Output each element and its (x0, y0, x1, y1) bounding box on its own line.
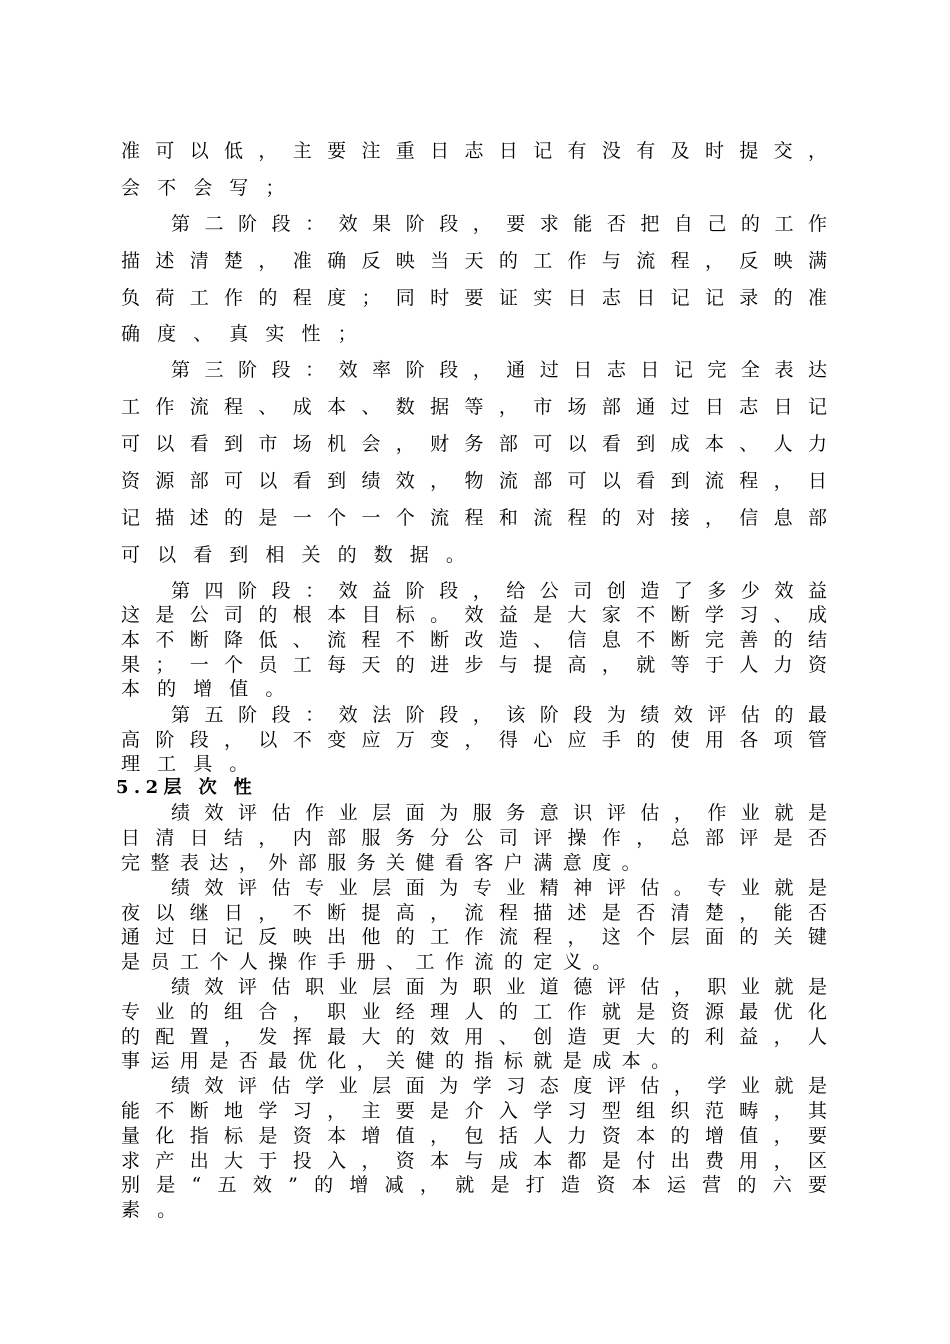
paragraph-line: 绩效评估专业层面为专业精神评估。专业就是 (171, 877, 827, 899)
paragraph-line: 描述清楚，准确反映当天的工作与流程，反映满 (121, 250, 827, 272)
paragraph-line: 的配置，发挥最大的效用、创造更大的利益，人 (121, 1026, 827, 1048)
paragraph-line: 绩效评估作业层面为服务意识评估，作业就是 (171, 802, 827, 824)
paragraph-line: 别是“五效”的增减，就是打造资本运营的六要 (121, 1174, 827, 1196)
paragraph-line: 果；一个员工每天的进步与提高，就等于人力资 (121, 654, 827, 676)
paragraph-line: 完整表达，外部服务关健看客户满意度。 (121, 852, 652, 874)
paragraph-line: 确度、真实性； (121, 323, 374, 345)
paragraph-line: 绩效评估职业层面为职业道德评估，职业就是 (171, 976, 827, 998)
paragraph-line: 事运用是否最优化，关健的指标就是成本。 (121, 1050, 681, 1072)
paragraph-line: 会不会写； (121, 177, 302, 199)
paragraph-line: 绩效评估学业层面为学习态度评估，学业就是 (171, 1075, 827, 1097)
paragraph-line: 高阶段，以不变应万变，得心应手的使用各项管 (121, 729, 827, 751)
paragraph-line: 求产出大于投入，资本与成本都是付出费用，区 (121, 1150, 827, 1172)
paragraph-line: 负荷工作的程度；同时要证实日志日记记录的准 (121, 287, 827, 309)
paragraph-line: 专业的组合，职业经理人的工作就是资源最优化 (121, 1001, 827, 1023)
paragraph-line: 资源部可以看到绩效，物流部可以看到流程，日 (121, 470, 827, 492)
paragraph-line: 量化指标是资本增值，包括人力资本的增值，要 (121, 1125, 827, 1147)
paragraph-line: 日清日结，内部服务分公司评操作，总部评是否 (121, 827, 827, 849)
paragraph-line: 本的增值。 (121, 678, 302, 700)
paragraph-line: 第五阶段：效法阶段，该阶段为绩效评估的最 (171, 704, 827, 726)
paragraph-line: 能不断地学习，主要是介入学习型组织范畴，其 (121, 1100, 827, 1122)
paragraph-line: 第三阶段：效率阶段，通过日志日记完全表达 (171, 359, 827, 381)
paragraph-line: 可以看到相关的数据。 (121, 544, 483, 566)
paragraph-line: 通过日记反映出他的工作流程，这个层面的关键 (121, 926, 827, 948)
paragraph-line: 这是公司的根本目标。效益是大家不断学习、成 (121, 604, 827, 626)
paragraph-line: 第二阶段：效果阶段，要求能否把自己的工作 (171, 213, 827, 235)
paragraph-line: 夜以继日，不断提高，流程描述是否清楚，能否 (121, 902, 827, 924)
paragraph-line: 理工具。 (121, 753, 266, 775)
paragraph-line: 素。 (121, 1199, 194, 1221)
paragraph-line: 本不断降低、流程不断改造、信息不断完善的结 (121, 629, 827, 651)
paragraph-line: 记描述的是一个一个流程和流程的对接，信息部 (121, 507, 827, 529)
paragraph-line: 可以看到市场机会，财务部可以看到成本、人力 (121, 433, 827, 455)
section-heading: 5.2层 次 性 (116, 777, 258, 798)
paragraph-line: 是员工个人操作手册、工作流的定义。 (121, 951, 622, 973)
paragraph-line: 第四阶段：效益阶段，给公司创造了多少效益 (171, 580, 827, 602)
paragraph-line: 准可以低，主要注重日志日记有没有及时提交， (121, 140, 827, 162)
paragraph-line: 工作流程、成本、数据等，市场部通过日志日记 (121, 396, 827, 418)
